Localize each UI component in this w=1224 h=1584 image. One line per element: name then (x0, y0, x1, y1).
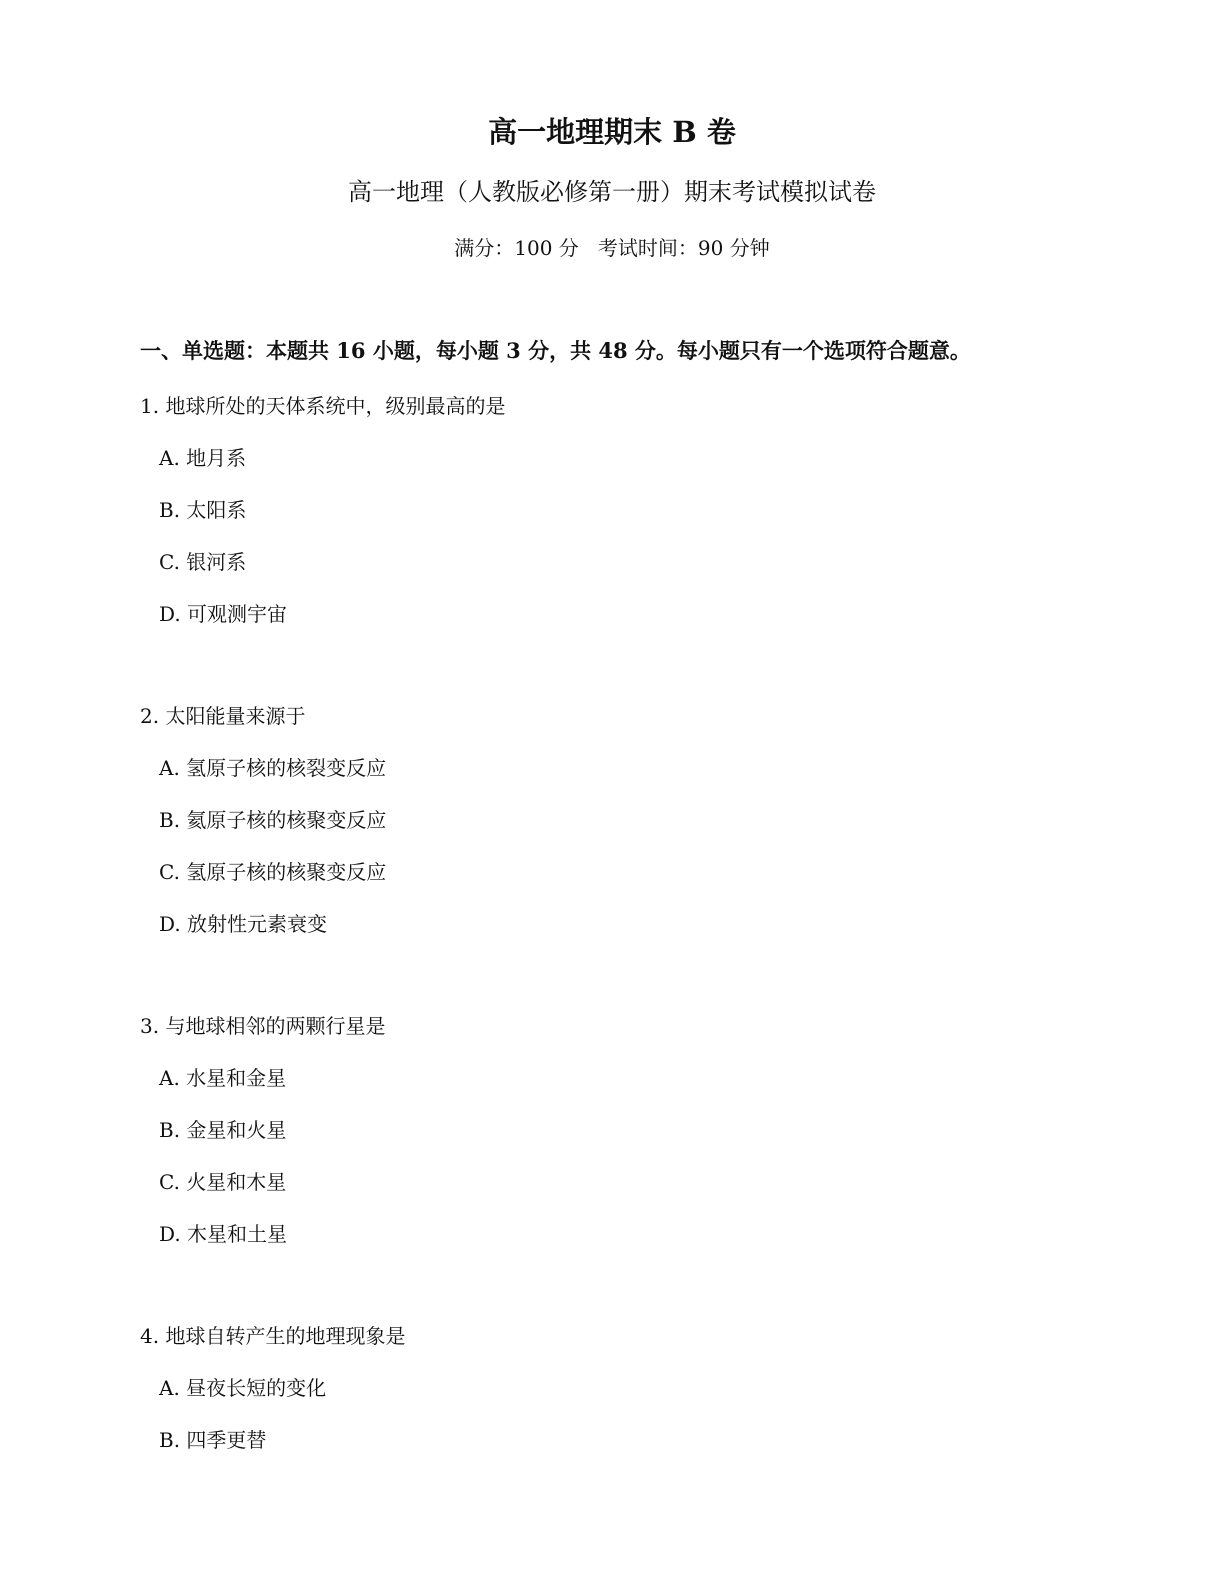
question-option: B. 金星和火星 (159, 1118, 287, 1142)
question-option: B. 太阳系 (159, 498, 247, 522)
full-score: 满分：100 分 (454, 236, 579, 260)
question-option: D. 放射性元素衰变 (159, 912, 328, 936)
question-option: A. 地月系 (159, 446, 247, 470)
question-option: C. 银河系 (159, 550, 247, 574)
question-option: A. 氢原子核的核裂变反应 (159, 756, 387, 780)
question-option: A. 昼夜长短的变化 (159, 1376, 327, 1400)
section-heading: 一、单选题：本题共 16 小题，每小题 3 分，共 48 分。每小题只有一个选项符合题意。 (140, 338, 971, 363)
exam-meta (0, 232, 1224, 264)
question-option: D. 木星和土星 (159, 1222, 288, 1246)
question-stem: 2. 太阳能量来源于 (140, 704, 306, 728)
question-option: D. 可观测宇宙 (159, 602, 288, 626)
question-option: B. 氦原子核的核聚变反应 (159, 808, 387, 832)
question-stem: 4. 地球自转产生的地理现象是 (140, 1324, 406, 1348)
question-option: A. 水星和金星 (159, 1066, 287, 1090)
page-title: 高一地理期末 B 卷 (488, 115, 736, 149)
page-subtitle: 高一地理（人教版必修第一册）期末考试模拟试卷 (348, 178, 876, 206)
question-option: C. 火星和木星 (159, 1170, 287, 1194)
exam-time: 考试时间：90 分钟 (597, 236, 770, 260)
question-option: C. 氢原子核的核聚变反应 (159, 860, 387, 884)
question-stem: 1. 地球所处的天体系统中，级别最高的是 (140, 394, 506, 418)
question-option: B. 四季更替 (159, 1428, 267, 1452)
question-stem: 3. 与地球相邻的两颗行星是 (140, 1014, 386, 1038)
